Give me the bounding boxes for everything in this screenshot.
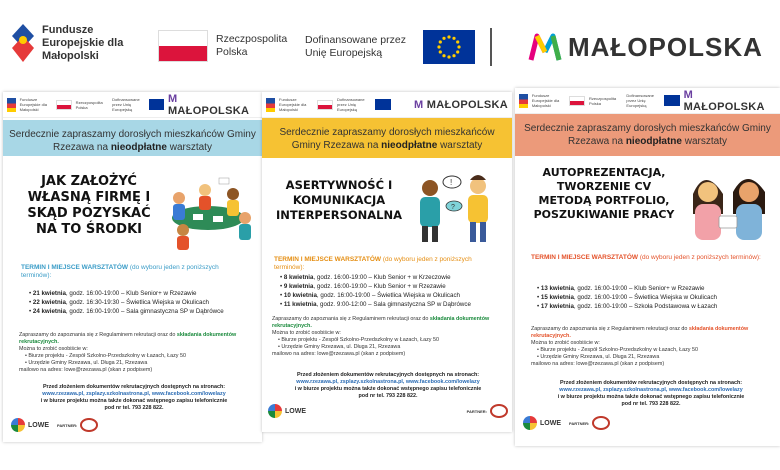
- poster-logo-strip: [515, 88, 780, 114]
- poster-asertywnosc: [262, 92, 512, 432]
- date-list: [537, 284, 777, 311]
- invite-banner: Serdecznie zapraszamy dorosłych mieszkańców Gminy Rzezawa na nieodpłatne warsztaty: [262, 118, 512, 158]
- fe-text: Fundusze Europejskie dla Małopolski: [42, 23, 124, 62]
- partner-icon: [490, 404, 508, 418]
- termin-heading: TERMIN I MIEJSCE WARSZTATÓW (do wyboru jeden z poniższych terminów):: [21, 264, 219, 279]
- conversation-illustration: [402, 164, 506, 244]
- contact-links: Przed złożeniem dokumentów rekrutacyjnych dostępnych na stronach: www.rzezawa.pl, zsplazy.szkolnastrona.pl, www.facebook.com/lowelazy i w biurze projektu można także dokonać wstępnego zapisu telefonicznie pod nr tel. 793 228 822.: [23, 384, 245, 412]
- logo-bar: [0, 0, 780, 92]
- website-links[interactable]: www.rzezawa.pl, zsplazy.szkolnastrona.pl, www.facebook.com/lowelazy: [296, 379, 480, 385]
- fe-star-icon: [10, 22, 36, 64]
- poster-logo-strip: [262, 92, 512, 118]
- malopolska-text: MAŁOPOLSKA: [568, 31, 763, 62]
- ue-text: Dofinansowane przez Unię Europejską: [305, 34, 406, 59]
- mini-ue-text: Dofinansowane przez Unię Europejską: [626, 93, 654, 108]
- rp-text: Rzeczpospolita Polska: [216, 33, 288, 58]
- poster-headline: JAK ZAŁOŻYĆ WŁASNĄ FIRMĘ I SKĄD POZYSKAĆ NA TO ŚRODKI: [27, 174, 151, 237]
- malopolska-m-icon: [528, 30, 562, 64]
- two-women-illustration: [683, 164, 773, 244]
- rzeczpospolita-logo: [158, 30, 296, 62]
- partner-logo: PARTNER:: [467, 404, 508, 418]
- poster-footer: [11, 418, 98, 432]
- poland-flag-icon: [56, 100, 71, 110]
- regulations-text: Zapraszamy do zapoznania się z Regulaminem rekrutacji oraz do składania dokumentów rekrutacyjnych. Można to zrobić osobiście w: • Biurze projektu - Zespół Szkolno-Przedszkolny w Łazach, Łazy 50 • Urzędzie Gminy Rzezawa, ul. Długa 21, Rzezawa mailowo na adres: lowe@rzezawa.pl (skan z podpisem): [19, 332, 237, 373]
- contact-links: Przed złożeniem dokumentów rekrutacyjnych dostępnych na stronach: www.rzezawa.pl, zsplazy.szkolnastrona.pl, www.facebook.com/lowelazy i w biurze projektu można także dokonać wstępnego zapisu telefonicznie pod nr tel. 793 228 822.: [531, 380, 771, 408]
- regulations-text: Zapraszamy do zapoznania się z Regulaminem rekrutacji oraz do składania dokumentów rekrutacyjnych. Można to zrobić osobiście w: • Biurze projektu - Zespół Szkolno-Przedszkolny w Łazach, Łazy 50 • Urzędzie Gminy Rzezawa, ul. Długa 21, Rzezawa mailowo na adres: lowe@rzezawa.pl (skan z podpisem): [272, 316, 490, 357]
- poland-flag-icon: [569, 96, 585, 106]
- logo-divider: [490, 28, 492, 66]
- eu-flag-icon: [423, 30, 475, 64]
- fe-star-icon: [266, 98, 275, 112]
- list-item: • 10 kwietnia, godz. 16:00-19:00 – Świetlica Wiejska w Okulicach: [280, 291, 510, 300]
- lowe-logo: LOWE: [11, 418, 49, 432]
- termin-heading: TERMIN I MIEJSCE WARSZTATÓW (do wyboru jeden z poniższych terminów):: [274, 256, 472, 271]
- malopolska-logo: [528, 30, 763, 64]
- lowe-icon: [268, 404, 282, 418]
- list-item: • 9 kwietnia, godz. 16:00-19:00 – Klub Senior + w Rzezawie: [280, 282, 510, 291]
- poster-autoprezentacja: [515, 88, 780, 446]
- eu-logo: [305, 30, 475, 64]
- mini-rp-text: Rzeczpospolita Polska: [589, 95, 617, 106]
- fundusze-europejskie-logo: [10, 22, 152, 64]
- date-list: [280, 273, 510, 309]
- poster-footer: [523, 416, 610, 430]
- website-links[interactable]: www.rzezawa.pl, zsplazy.szkolnastrona.pl, www.facebook.com/lowelazy: [42, 391, 226, 397]
- contact-links: Przed złożeniem dokumentów rekrutacyjnych dostępnych na stronach: www.rzezawa.pl, zsplazy.szkolnastrona.pl, www.facebook.com/lowelazy i w biurze projektu można także dokonać wstępnego zapisu telefonicznie pod nr tel. 793 228 822.: [272, 372, 504, 400]
- lowe-logo: LOWE: [268, 404, 306, 418]
- mini-fe-text: Fundusze Europejskie dla Małopolski: [19, 97, 47, 112]
- mini-rp-text: Rzeczpospolita Polska: [75, 99, 103, 110]
- mini-ue-text: Dofinansowane przez Unię Europejską: [112, 97, 140, 112]
- fe-star-icon: [519, 94, 528, 108]
- poster-headline: ASERTYWNOŚĆ I KOMUNIKACJA INTERPERSONALNA: [275, 178, 403, 222]
- partner-icon: [80, 418, 98, 432]
- lowe-logo: LOWE: [523, 416, 561, 430]
- list-item: • 22 kwietnia, godz. 16:30-19:30 – Świetlica Wiejska w Okulicach: [29, 298, 254, 307]
- list-item: • 17 kwietnia, godz. 16:00-19:00 – Szkoła Podstawowa w Łazach: [537, 302, 777, 311]
- lowe-icon: [11, 418, 25, 432]
- regulations-text: Zapraszamy do zapoznania się z Regulaminem rekrutacji oraz do składania dokumentów rekrutacyjnych. Można to zrobić osobiście w: • Biurze projektu - Zespół Szkolno-Przedszkolny w Łazach, Łazy 50 • Urzędzie Gminy Rzezawa, ul. Długa 21, Rzezawa mailowo na adres: lowe@rzezawa.pl (skan z podpisem): [531, 326, 749, 367]
- poster-footer: [268, 404, 508, 418]
- list-item: • 13 kwietnia, godz. 16:00-19:00 – Klub Senior+ w Rzezawie: [537, 284, 777, 293]
- mini-ue-text: Dofinansowane przez Unię Europejską: [337, 97, 365, 112]
- termin-heading: TERMIN I MIEJSCE WARSZTATÓW (do wyboru jeden z poniższych terminów):: [531, 254, 761, 261]
- mini-fe-text: Fundusze Europejskie dla Małopolski: [279, 97, 307, 112]
- website-links[interactable]: www.rzezawa.pl, zsplazy.szkolnastrona.pl, www.facebook.com/lowelazy: [559, 387, 743, 393]
- invite-banner: Serdecznie zapraszamy dorosłych mieszkańców Gminy Rzezawa na nieodpłatne warsztaty: [515, 114, 780, 156]
- lowe-icon: [523, 416, 537, 430]
- list-item: • 8 kwietnia, godz. 16:00-19:00 – Klub Senior + w Krzeczowie: [280, 273, 510, 282]
- date-list: [29, 289, 254, 316]
- poland-flag-icon: [158, 30, 208, 62]
- eu-flag-icon: [664, 95, 680, 106]
- list-item: • 21 kwietnia, godz. 16:00-19:00 – Klub Senior+ w Rzezawie: [29, 289, 254, 298]
- fe-star-icon: [7, 98, 16, 112]
- mini-fe-text: Fundusze Europejskie dla Małopolski: [531, 93, 560, 108]
- partner-logo: PARTNER:: [57, 418, 98, 432]
- eu-flag-icon: [375, 99, 391, 110]
- poster-firma: [3, 92, 262, 442]
- mini-malopolska-text: M MAŁOPOLSKA: [167, 92, 250, 117]
- list-item: • 11 kwietnia, godz. 9:00-12:00 – Sala gimnastyczna SP w Dąbrówce: [280, 300, 510, 309]
- partner-icon: [592, 416, 610, 430]
- invite-banner: Serdecznie zapraszamy dorosłych mieszkańców Gminy Rzezawa na nieodpłatne warsztaty: [3, 120, 262, 156]
- list-item: • 15 kwietnia, godz. 16:00-19:00 – Świetlica Wiejska w Okulicach: [537, 293, 777, 302]
- poland-flag-icon: [317, 100, 333, 110]
- mini-malopolska-text: M MAŁOPOLSKA: [413, 98, 508, 111]
- business-meeting-illustration: [153, 168, 259, 256]
- svg-text:?: ?: [451, 204, 455, 211]
- mini-malopolska-text: M MAŁOPOLSKA: [683, 88, 765, 113]
- poster-logo-strip: [3, 92, 262, 118]
- poster-headline: AUTOPREZENTACJA, TWORZENIE CV METODĄ PORTFOLIO, POSZUKIWANIE PRACY: [533, 166, 675, 221]
- list-item: • 24 kwietnia, godz. 16:00-19:00 – Sala gimnastyczna SP w Dąbrówce: [29, 307, 254, 316]
- svg-text:!: !: [450, 178, 453, 187]
- eu-flag-icon: [149, 99, 164, 110]
- partner-logo: PARTNER:: [569, 416, 610, 430]
